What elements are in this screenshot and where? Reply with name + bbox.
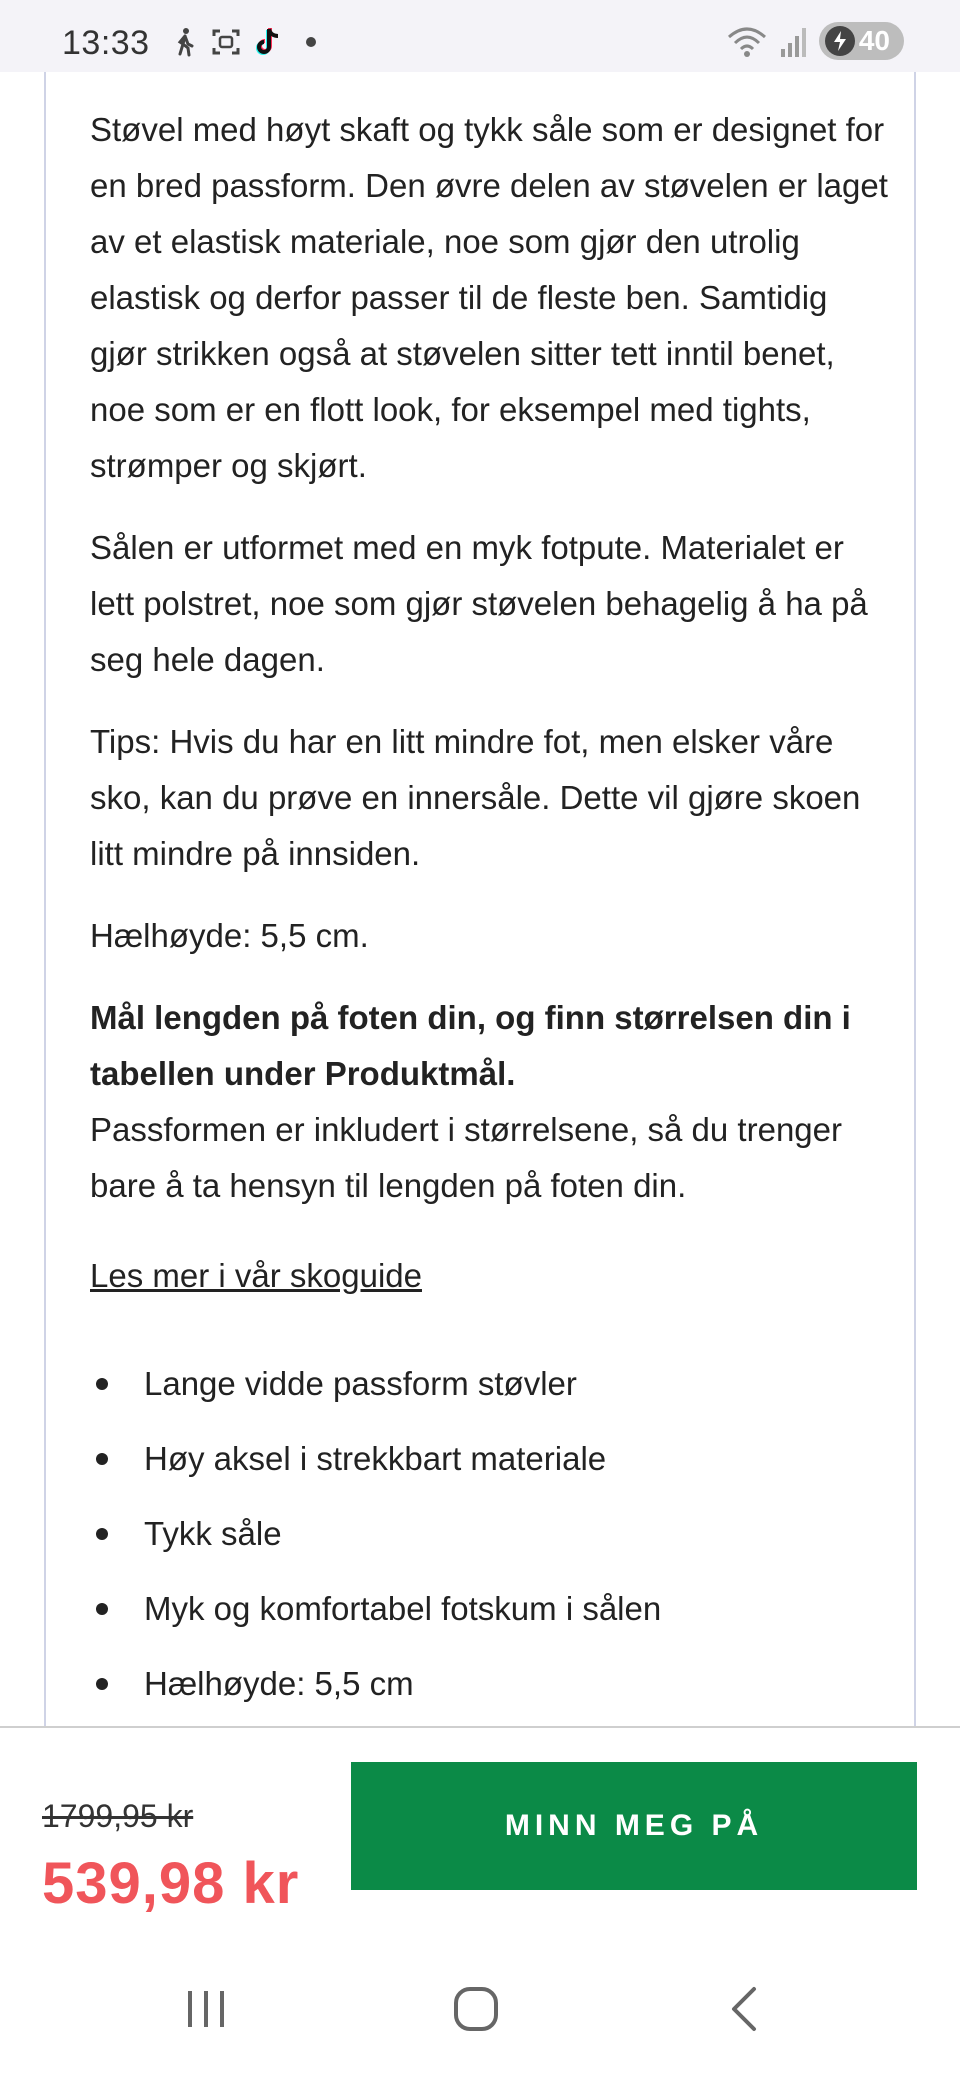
notify-me-button[interactable]: MINN MEG PÅ (351, 1762, 917, 1890)
status-icons-right (725, 22, 904, 60)
status-bar (0, 0, 960, 72)
feature-list (90, 1356, 890, 1726)
product-description-panel (44, 72, 916, 1726)
description-paragraph-2: Sålen er utformet med en myk fotpute. Materialet er lett polstret, noe som gjør støvelen behagelig å ha på seg hele dagen. (90, 529, 868, 678)
tiktok-icon (252, 26, 284, 58)
list-item: Myk og komfortabel fotskum i sålen (90, 1581, 890, 1656)
wifi-icon (725, 23, 769, 59)
home-icon[interactable] (436, 1974, 516, 2044)
charging-bolt-icon (825, 26, 855, 56)
list-item: Høy aksel i strekkbart materiale (90, 1431, 890, 1506)
signal-icon (779, 23, 809, 59)
recent-apps-icon[interactable] (166, 1974, 246, 2044)
shoe-guide-link[interactable]: Les mer i vår skoguide (90, 1257, 422, 1294)
purchase-bar (0, 1726, 960, 1936)
battery-level: 40 (858, 25, 890, 56)
dot-icon (306, 37, 316, 47)
status-icons-left (168, 26, 316, 58)
battery-icon (819, 22, 904, 60)
description-paragraph-1: Støvel med høyt skaft og tykk såle som er designet for en bred passform. Den øvre delen av støvelen er laget av et elastisk materiale, noe som gjør den utrolig elastisk og derfor passer til de fleste ben. Samtidig gjør strikken også at støvelen sitter tett inntil benet, noe som er en flott look, for eksempel med tights, strømper og skjørt. (90, 111, 888, 484)
walking-icon (168, 26, 200, 58)
list-item: Tykk såle (90, 1506, 890, 1581)
status-time: 13:33 (62, 24, 150, 62)
back-icon[interactable] (704, 1974, 784, 2044)
system-navigation-bar (0, 1936, 960, 2080)
screen-capture-icon (210, 26, 242, 58)
original-price: 1799,95 kr (42, 1798, 194, 1834)
description-paragraph-3: Tips: Hvis du har en litt mindre fot, men elsker våre sko, kan du prøve en innersåle. Dette vil gjøre skoen litt mindre på innsiden. (90, 723, 861, 872)
measure-instruction-bold: Mål lengden på foten din, og finn størrelsen din i tabellen under Produktmål. (90, 999, 851, 1092)
sale-price: 539,98 kr (42, 1851, 300, 1916)
heel-height-text: Hælhøyde: 5,5 cm. (90, 917, 369, 954)
list-item: Lange vidde passform støvler (90, 1356, 890, 1431)
list-item: Hælhøyde: 5,5 cm (90, 1656, 890, 1726)
description-text (90, 102, 890, 1726)
measure-instruction-text: Passformen er inkludert i størrelsene, så du trenger bare å ta hensyn til lengden på foten din. (90, 1111, 842, 1204)
